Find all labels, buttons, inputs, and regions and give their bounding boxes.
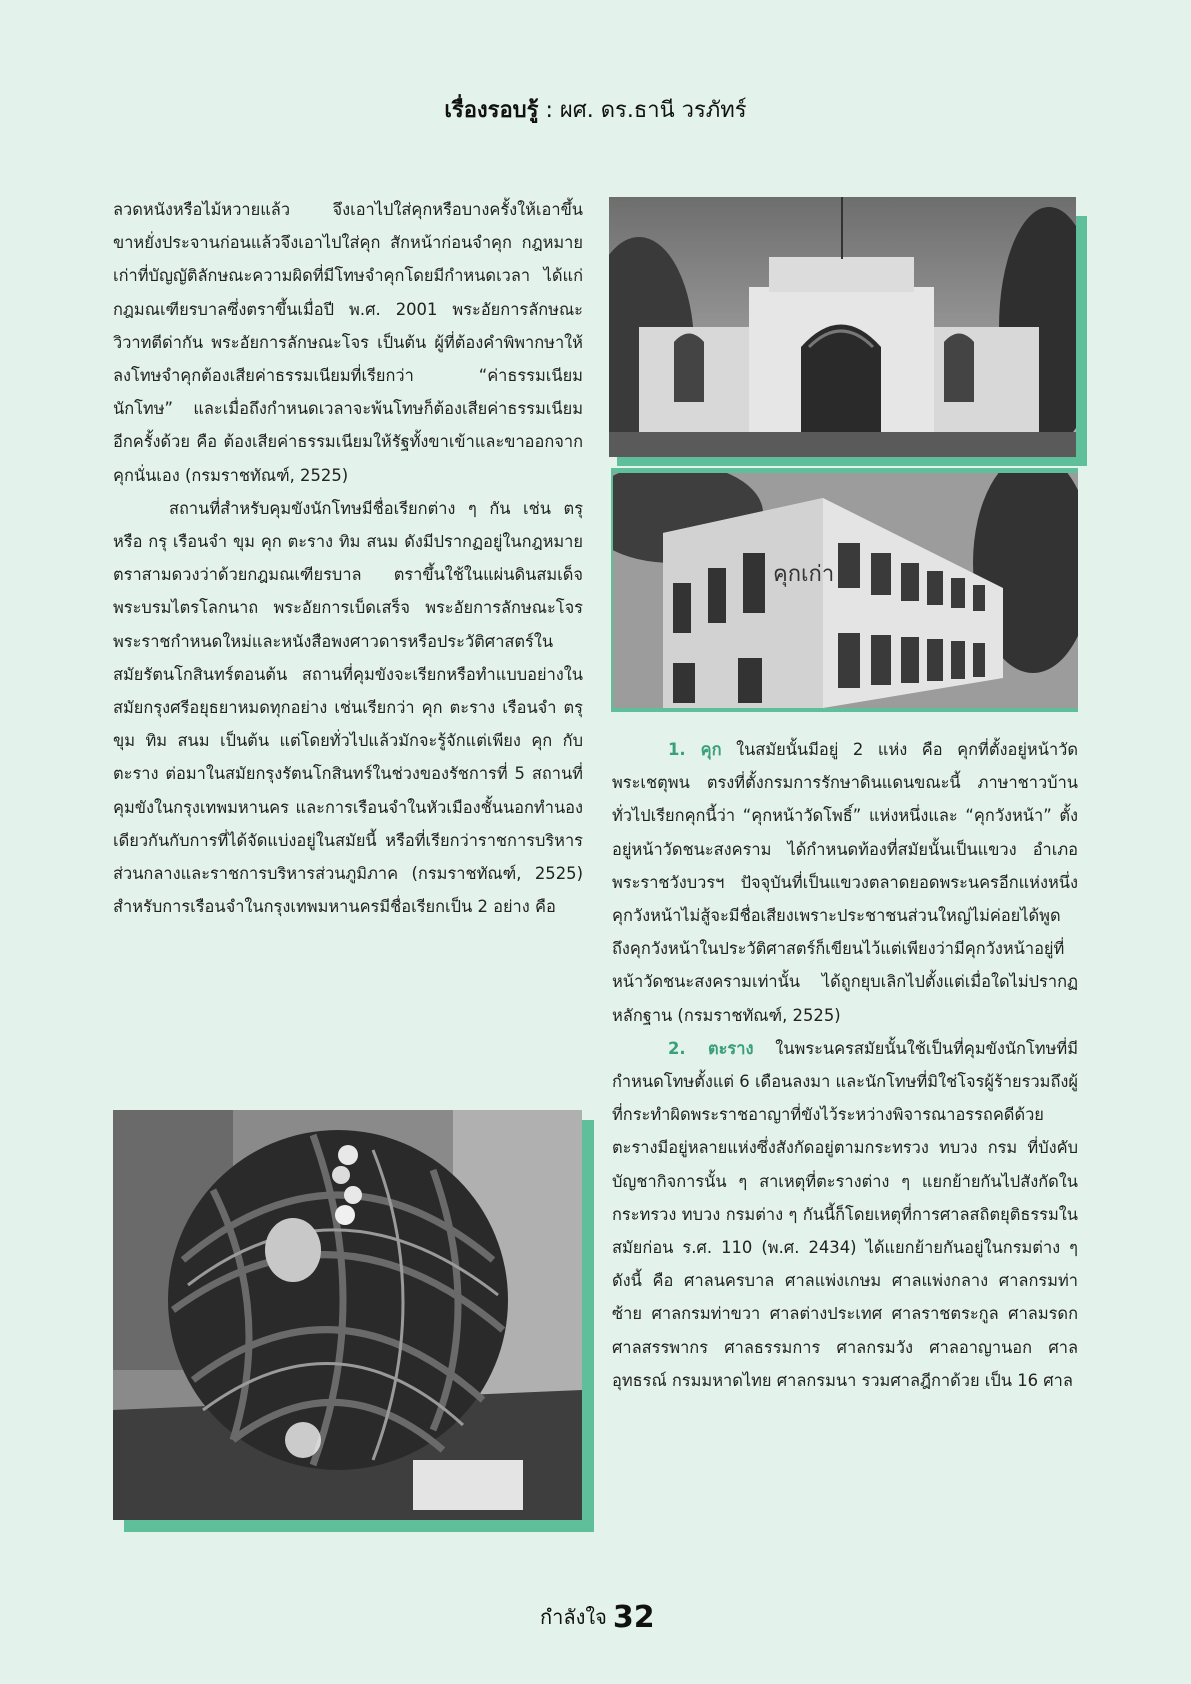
wicker-cage-illustration <box>113 1110 582 1520</box>
item-number: 2. ตะราง <box>668 1038 754 1058</box>
paragraph <box>612 733 1078 1032</box>
building-sign-text: คุกเก่า <box>773 562 835 587</box>
item-number: 1. คุก <box>668 740 722 759</box>
paragraph: ลวดหนังหรือไม้หวายแล้ว จึงเอาไปใส่คุกหรือบางครั้งให้เอาขึ้นขาหยั่งประจานก่อนแล้วจึงเอาไปใส่คุก สักหน้าก่อนจำคุก กฎหมายเก่าที่บัญญัติลักษณะความผิดที่มีโทษจำคุกโดยมีกำหนดเวลา ได้แก่ กฎมณเฑียรบาลซึ่งตราขึ้นเมื่อปี พ.ศ. 2001 พระอัยการลักษณะวิวาทตีด่ากัน พระอัยการลักษณะโจร เป็นต้น ผู้ที่ต้องคำพิพากษาให้ลงโทษจำคุกต้องเสียค่าธรรมเนียมที่เรียกว่า “ค่าธรรมเนียมนักโทษ” และเมื่อถึงกำหนดเวลาจะพ้นโทษก็ต้องเสียค่าธรรมเนียมอีกครั้งด้วย คือ ต้องเสียค่าธรรมเนียมให้รัฐทั้งขาเข้าและขาออกจากคุกนั่นเอง (กรมราชทัณฑ์, 2525) <box>113 200 583 485</box>
header-separator: : <box>538 98 560 123</box>
page-number: 32 <box>612 1600 655 1635</box>
paragraph <box>612 1032 1078 1397</box>
prison-gate-photo <box>609 197 1076 457</box>
wicker-cage-photo <box>113 1110 582 1520</box>
item-text: ในสมัยนั้นมีอยู่ 2 แห่ง คือ คุกที่ตั้งอยู่หน้าวัดพระเชตุพน ตรงที่ตั้งกรมการรักษาดินแดนขณะนี้ ภาษาชาวบ้านทั่วไปเรียกคุกนี้ว่า “คุกหน้าวัดโพธิ์” แห่งหนึ่งและ “คุกวังหน้า” ตั้งอยู่หน้าวัดชนะสงคราม ได้กำหนดท้องที่สมัยนั้นเป็นแขวง อำเภอ พระราชวังบวรฯ ปัจจุบันที่เป็นแขวงตลาดยอดพระนครอีกแห่งหนึ่ง คุกวังหน้าไม่สู้จะมีชื่อเสียงเพราะประชาชนส่วนใหญ่ไม่ค่อยได้พูดถึงคุกวังหน้าในประวัติศาสตร์ก็เขียนไว้แต่เพียงว่ามีคุกวังหน้าอยู่ที่หน้าวัดชนะสงครามเท่านั้น ได้ถูกยุบเลิกไปตั้งแต่เมื่อใดไม่ปรากฏหลักฐาน (กรมราชทัณฑ์, 2525) <box>612 740 1078 1025</box>
paragraph: สถานที่สำหรับคุมขังนักโทษมีชื่อเรียกต่าง ๆ กัน เช่น ตรุ หรือ กรุ เรือนจำ ขุม คุก ตะราง ทิม สนม ดังมีปรากฏอยู่ในกฎหมายตราสามดวงว่าด้วยกฎมณเฑียรบาล ตราขึ้นใช้ในแผ่นดินสมเด็จพระบรมไตรโลกนาถ พระอัยการเบ็ดเสร็จ พระอัยการลักษณะโจร พระราชกำหนดใหม่และหนังสือพงศาวดารหรือประวัติศาสตร์ในสมัยรัตนโกสินทร์ตอนต้น สถานที่คุมขังจะเรียกหรือทำแบบอย่างในสมัยกรุงศรีอยุธยาหมดทุกอย่าง เช่นเรียกว่า คุก ตะราง เรือนจำ ตรุ ขุม ทิม สนม เป็นต้น แต่โดยทั่วไปแล้วมักจะรู้จักแต่เพียง คุก กับ ตะราง ต่อมาในสมัยกรุงรัตนโกสินทร์ในช่วงของรัชการที่ 5 สถานที่คุมขังในกรุงเทพมหานคร และการเรือนจำในหัวเมืองชั้นนอกทำนองเดียวกันกับการที่ได้จัดแบ่งอยู่ในสมัยนี้ หรือที่เรียกว่าราชการบริหารส่วนกลางและราชการบริหารส่วนภูมิภาค (กรมราชทัณฑ์, 2525) สำหรับการเรือนจำในกรุงเทพมหานครมีชื่อเรียกเป็น 2 อย่าง คือ <box>113 498 583 917</box>
magazine-name: กำลังใจ <box>540 1605 607 1629</box>
prison-gate-illustration <box>609 197 1076 457</box>
right-column-text <box>612 733 1078 1397</box>
left-column-text <box>113 193 583 923</box>
page-header <box>0 92 1191 127</box>
item-text: ในพระนครสมัยนั้นใช้เป็นที่คุมขังนักโทษที่มีกำหนดโทษตั้งแต่ 6 เดือนลงมา และนักโทษที่มิใช่โจรผู้ร้ายรวมถึงผู้ที่กระทำผิดพระราชอาญาที่ขังไว้ระหว่างพิจารณาอรรถคดีด้วย ตะรางมีอยู่หลายแห่งซึ่งสังกัดอยู่ตามกระทรวง ทบวง กรม ที่บังคับบัญชากิจการนั้น ๆ สาเหตุที่ตะรางต่าง ๆ แยกย้ายกันไปสังกัดในกระทรวง ทบวง กรมต่าง ๆ กันนี้ก็โดยเหตุที่การศาลสถิตยุติธรรมในสมัยก่อน ร.ศ. 110 (พ.ศ. 2434) ได้แยกย้ายกันอยู่ในกรมต่าง ๆ ดังนี้ คือ ศาลนครบาล ศาลแพ่งเกษม ศาลแพ่งกลาง ศาลกรมท่าซ้าย ศาลกรมท่าขวา ศาลต่างประเทศ ศาลราชตระกูล ศาลมรดก ศาลสรรพากร ศาลธรรมการ ศาลกรมวัง ศาลอาญานอก ศาลอุทธรณ์ กรมมหาดไทย ศาลกรมนา รวมศาลฎีกาด้วย เป็น 16 ศาล <box>612 1038 1078 1390</box>
author-name: ผศ. ดร.ธานี วรภัทร์ <box>559 98 747 123</box>
column-series-title: เรื่องรอบรู้ <box>444 98 539 123</box>
old-prison-building-photo <box>613 473 1078 708</box>
old-prison-building-illustration <box>613 473 1078 708</box>
page-footer <box>540 1600 655 1635</box>
